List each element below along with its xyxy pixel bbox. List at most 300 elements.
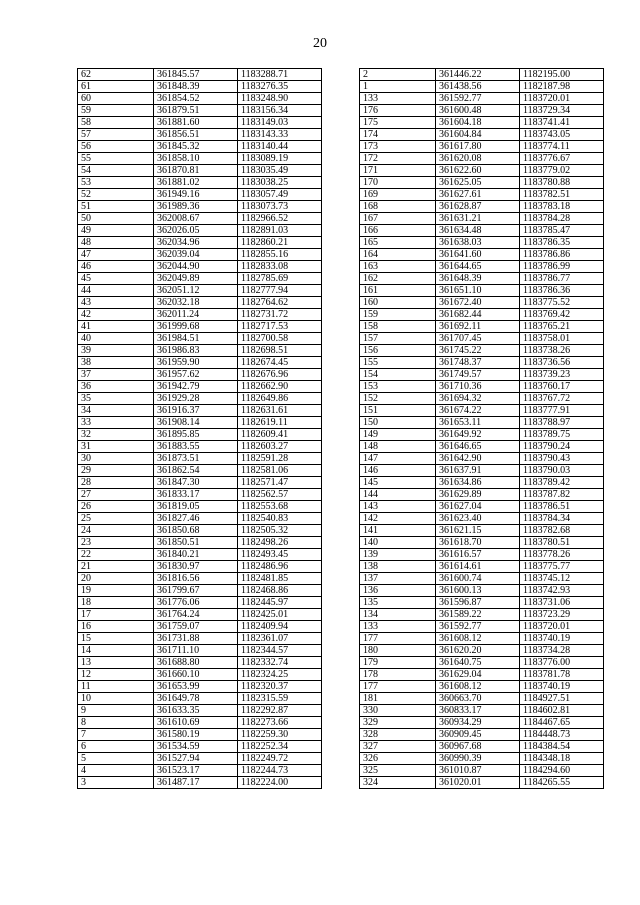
y-coordinate-cell: 1183035.49: [238, 165, 322, 177]
point-number-cell: 161: [360, 285, 436, 297]
y-coordinate-cell: 1183723.29: [520, 609, 604, 621]
y-coordinate-cell: 1182324.25: [238, 669, 322, 681]
x-coordinate-cell: 361858.10: [154, 153, 238, 165]
table-row: [78, 93, 322, 105]
point-number-cell: 16: [78, 621, 154, 633]
point-number-cell: 37: [78, 369, 154, 381]
y-coordinate-cell: 1183720.01: [520, 621, 604, 633]
x-coordinate-cell: 361580.19: [154, 729, 238, 741]
x-coordinate-cell: 361614.61: [436, 561, 520, 573]
y-coordinate-cell: 1184467.65: [520, 717, 604, 729]
x-coordinate-cell: 361600.74: [436, 573, 520, 585]
y-coordinate-cell: 1183765.21: [520, 321, 604, 333]
point-number-cell: 137: [360, 573, 436, 585]
table-row: [360, 549, 604, 561]
y-coordinate-cell: 1183790.03: [520, 465, 604, 477]
point-number-cell: 175: [360, 117, 436, 129]
x-coordinate-cell: 361929.28: [154, 393, 238, 405]
y-coordinate-cell: 1182244.73: [238, 765, 322, 777]
y-coordinate-cell: 1182361.07: [238, 633, 322, 645]
point-number-cell: 149: [360, 429, 436, 441]
table-row: [78, 117, 322, 129]
y-coordinate-cell: 1182344.57: [238, 645, 322, 657]
point-number-cell: 171: [360, 165, 436, 177]
y-coordinate-cell: 1182493.45: [238, 549, 322, 561]
x-coordinate-cell: 361850.51: [154, 537, 238, 549]
y-coordinate-cell: 1183149.03: [238, 117, 322, 129]
point-number-cell: 329: [360, 717, 436, 729]
x-coordinate-cell: 361873.51: [154, 453, 238, 465]
x-coordinate-cell: 361881.02: [154, 177, 238, 189]
x-coordinate-cell: 361989.36: [154, 201, 238, 213]
y-coordinate-cell: 1184348.18: [520, 753, 604, 765]
x-coordinate-cell: 361627.61: [436, 189, 520, 201]
x-coordinate-cell: 361816.56: [154, 573, 238, 585]
x-coordinate-cell: 361631.21: [436, 213, 520, 225]
table-row: [78, 201, 322, 213]
y-coordinate-cell: 1182553.68: [238, 501, 322, 513]
y-coordinate-cell: 1182591.28: [238, 453, 322, 465]
point-number-cell: 12: [78, 669, 154, 681]
x-coordinate-cell: 361620.08: [436, 153, 520, 165]
point-number-cell: 142: [360, 513, 436, 525]
point-number-cell: 164: [360, 249, 436, 261]
y-coordinate-cell: 1182966.52: [238, 213, 322, 225]
y-coordinate-cell: 1182609.41: [238, 429, 322, 441]
table-row: [360, 441, 604, 453]
x-coordinate-cell: 361845.32: [154, 141, 238, 153]
y-coordinate-cell: 1183787.82: [520, 489, 604, 501]
y-coordinate-cell: 1183740.19: [520, 681, 604, 693]
x-coordinate-cell: 361959.90: [154, 357, 238, 369]
x-coordinate-cell: 361600.48: [436, 105, 520, 117]
y-coordinate-cell: 1183782.51: [520, 189, 604, 201]
y-coordinate-cell: 1183790.24: [520, 441, 604, 453]
table-row: [78, 417, 322, 429]
point-number-cell: 144: [360, 489, 436, 501]
table-row: [360, 465, 604, 477]
x-coordinate-cell: 361634.86: [436, 477, 520, 489]
table-row: [78, 429, 322, 441]
y-coordinate-cell: 1183248.90: [238, 93, 322, 105]
y-coordinate-cell: 1182777.94: [238, 285, 322, 297]
x-coordinate-cell: 362026.05: [154, 225, 238, 237]
table-row: [360, 81, 604, 93]
x-coordinate-cell: 361660.10: [154, 669, 238, 681]
point-number-cell: 36: [78, 381, 154, 393]
table-row: [360, 729, 604, 741]
y-coordinate-cell: 1184384.54: [520, 741, 604, 753]
y-coordinate-cell: 1183786.77: [520, 273, 604, 285]
point-number-cell: 148: [360, 441, 436, 453]
table-row: [78, 729, 322, 741]
table-row: [360, 489, 604, 501]
table-row: [78, 189, 322, 201]
x-coordinate-cell: 361627.04: [436, 501, 520, 513]
y-coordinate-cell: 1183789.42: [520, 477, 604, 489]
y-coordinate-cell: 1183758.01: [520, 333, 604, 345]
x-coordinate-cell: 362039.04: [154, 249, 238, 261]
point-number-cell: 51: [78, 201, 154, 213]
x-coordinate-cell: 361620.20: [436, 645, 520, 657]
x-coordinate-cell: 361644.65: [436, 261, 520, 273]
point-number-cell: 46: [78, 261, 154, 273]
point-number-cell: 153: [360, 381, 436, 393]
x-coordinate-cell: 361648.39: [436, 273, 520, 285]
point-number-cell: 5: [78, 753, 154, 765]
point-number-cell: 30: [78, 453, 154, 465]
x-coordinate-cell: 361653.99: [154, 681, 238, 693]
x-coordinate-cell: 361984.51: [154, 333, 238, 345]
point-number-cell: 59: [78, 105, 154, 117]
table-row: [360, 741, 604, 753]
point-number-cell: 145: [360, 477, 436, 489]
point-number-cell: 151: [360, 405, 436, 417]
x-coordinate-cell: 362049.89: [154, 273, 238, 285]
y-coordinate-cell: 1183776.67: [520, 153, 604, 165]
x-coordinate-cell: 361637.91: [436, 465, 520, 477]
point-number-cell: 42: [78, 309, 154, 321]
x-coordinate-cell: 361629.04: [436, 669, 520, 681]
point-number-cell: 34: [78, 405, 154, 417]
x-coordinate-cell: 361688.80: [154, 657, 238, 669]
table-row: [78, 141, 322, 153]
table-row: [360, 585, 604, 597]
table-row: [78, 657, 322, 669]
y-coordinate-cell: 1183784.34: [520, 513, 604, 525]
x-coordinate-cell: 361621.15: [436, 525, 520, 537]
table-row: [360, 273, 604, 285]
y-coordinate-cell: 1183775.52: [520, 297, 604, 309]
x-coordinate-cell: 361957.62: [154, 369, 238, 381]
y-coordinate-cell: 1183140.44: [238, 141, 322, 153]
point-number-cell: 178: [360, 669, 436, 681]
y-coordinate-cell: 1183776.00: [520, 657, 604, 669]
y-coordinate-cell: 1183739.23: [520, 369, 604, 381]
table-row: [78, 357, 322, 369]
table-row: [78, 609, 322, 621]
point-number-cell: 179: [360, 657, 436, 669]
x-coordinate-cell: 362034.96: [154, 237, 238, 249]
x-coordinate-cell: 361649.92: [436, 429, 520, 441]
y-coordinate-cell: 1183790.43: [520, 453, 604, 465]
y-coordinate-cell: 1183743.05: [520, 129, 604, 141]
table-row: [78, 177, 322, 189]
y-coordinate-cell: 1182581.06: [238, 465, 322, 477]
y-coordinate-cell: 1182498.26: [238, 537, 322, 549]
point-number-cell: 174: [360, 129, 436, 141]
x-coordinate-cell: 361604.84: [436, 129, 520, 141]
point-number-cell: 47: [78, 249, 154, 261]
x-coordinate-cell: 361848.39: [154, 81, 238, 93]
y-coordinate-cell: 1183143.33: [238, 129, 322, 141]
x-coordinate-cell: 361711.10: [154, 645, 238, 657]
table-row: [360, 213, 604, 225]
x-coordinate-cell: 360909.45: [436, 729, 520, 741]
point-number-cell: 134: [360, 609, 436, 621]
point-number-cell: 20: [78, 573, 154, 585]
y-coordinate-cell: 1182320.37: [238, 681, 322, 693]
point-number-cell: 44: [78, 285, 154, 297]
point-number-cell: 22: [78, 549, 154, 561]
point-number-cell: 24: [78, 525, 154, 537]
x-coordinate-cell: 361527.94: [154, 753, 238, 765]
point-number-cell: 17: [78, 609, 154, 621]
y-coordinate-cell: 1183057.49: [238, 189, 322, 201]
table-row: [360, 669, 604, 681]
y-coordinate-cell: 1182785.69: [238, 273, 322, 285]
x-coordinate-cell: 361608.12: [436, 681, 520, 693]
point-number-cell: 154: [360, 369, 436, 381]
point-number-cell: 35: [78, 393, 154, 405]
table-row: [360, 309, 604, 321]
table-row: [360, 501, 604, 513]
point-number-cell: 31: [78, 441, 154, 453]
point-number-cell: 328: [360, 729, 436, 741]
table-row: [78, 273, 322, 285]
y-coordinate-cell: 1183767.72: [520, 393, 604, 405]
point-number-cell: 138: [360, 561, 436, 573]
point-number-cell: 152: [360, 393, 436, 405]
point-number-cell: 10: [78, 693, 154, 705]
x-coordinate-cell: 361949.16: [154, 189, 238, 201]
table-row: [78, 249, 322, 261]
table-row: [78, 669, 322, 681]
point-number-cell: 325: [360, 765, 436, 777]
x-coordinate-cell: 361616.57: [436, 549, 520, 561]
y-coordinate-cell: 1182674.45: [238, 357, 322, 369]
y-coordinate-cell: 1182505.32: [238, 525, 322, 537]
x-coordinate-cell: 361850.68: [154, 525, 238, 537]
x-coordinate-cell: 361731.88: [154, 633, 238, 645]
table-row: [360, 285, 604, 297]
table-row: [78, 597, 322, 609]
point-number-cell: 168: [360, 201, 436, 213]
table-row: [78, 345, 322, 357]
x-coordinate-cell: 361592.77: [436, 621, 520, 633]
point-number-cell: 27: [78, 489, 154, 501]
table-row: [78, 285, 322, 297]
point-number-cell: 62: [78, 69, 154, 81]
y-coordinate-cell: 1182187.98: [520, 81, 604, 93]
x-coordinate-cell: 361651.10: [436, 285, 520, 297]
table-row: [360, 129, 604, 141]
point-number-cell: 180: [360, 645, 436, 657]
table-row: [360, 333, 604, 345]
table-row: [78, 441, 322, 453]
point-number-cell: 48: [78, 237, 154, 249]
point-number-cell: 26: [78, 501, 154, 513]
x-coordinate-cell: 361622.60: [436, 165, 520, 177]
point-number-cell: 52: [78, 189, 154, 201]
table-row: [78, 213, 322, 225]
point-number-cell: 58: [78, 117, 154, 129]
y-coordinate-cell: 1182315.59: [238, 693, 322, 705]
table-row: [78, 573, 322, 585]
x-coordinate-cell: 361749.57: [436, 369, 520, 381]
y-coordinate-cell: 1183786.35: [520, 237, 604, 249]
point-number-cell: 19: [78, 585, 154, 597]
x-coordinate-cell: 361625.05: [436, 177, 520, 189]
x-coordinate-cell: 361642.90: [436, 453, 520, 465]
y-coordinate-cell: 1183089.19: [238, 153, 322, 165]
point-number-cell: 136: [360, 585, 436, 597]
table-row: [360, 429, 604, 441]
point-number-cell: 25: [78, 513, 154, 525]
y-coordinate-cell: 1182562.57: [238, 489, 322, 501]
x-coordinate-cell: 361854.52: [154, 93, 238, 105]
y-coordinate-cell: 1182676.96: [238, 369, 322, 381]
y-coordinate-cell: 1183783.18: [520, 201, 604, 213]
x-coordinate-cell: 361883.55: [154, 441, 238, 453]
table-row: [360, 753, 604, 765]
y-coordinate-cell: 1183786.51: [520, 501, 604, 513]
y-coordinate-cell: 1182259.30: [238, 729, 322, 741]
table-row: [78, 333, 322, 345]
point-number-cell: 9: [78, 705, 154, 717]
y-coordinate-cell: 1183288.71: [238, 69, 322, 81]
y-coordinate-cell: 1182224.00: [238, 777, 322, 789]
table-row: [360, 261, 604, 273]
y-coordinate-cell: 1183740.19: [520, 633, 604, 645]
point-number-cell: 156: [360, 345, 436, 357]
point-number-cell: 18: [78, 597, 154, 609]
table-row: [360, 645, 604, 657]
point-number-cell: 40: [78, 333, 154, 345]
y-coordinate-cell: 1183038.25: [238, 177, 322, 189]
y-coordinate-cell: 1184294.60: [520, 765, 604, 777]
table-row: [360, 369, 604, 381]
x-coordinate-cell: 361646.65: [436, 441, 520, 453]
y-coordinate-cell: 1182571.47: [238, 477, 322, 489]
y-coordinate-cell: 1182731.72: [238, 309, 322, 321]
point-number-cell: 169: [360, 189, 436, 201]
x-coordinate-cell: 361986.83: [154, 345, 238, 357]
y-coordinate-cell: 1183781.78: [520, 669, 604, 681]
table-row: [78, 633, 322, 645]
point-number-cell: 326: [360, 753, 436, 765]
table-row: [360, 117, 604, 129]
x-coordinate-cell: 361610.69: [154, 717, 238, 729]
y-coordinate-cell: 1183769.42: [520, 309, 604, 321]
y-coordinate-cell: 1182698.51: [238, 345, 322, 357]
table-row: [360, 177, 604, 189]
table-row: [78, 537, 322, 549]
table-row: [360, 573, 604, 585]
table-row: [78, 753, 322, 765]
x-coordinate-cell: 361608.12: [436, 633, 520, 645]
x-coordinate-cell: 361827.46: [154, 513, 238, 525]
point-number-cell: 32: [78, 429, 154, 441]
table-row: [360, 561, 604, 573]
table-row: [78, 489, 322, 501]
point-number-cell: 173: [360, 141, 436, 153]
x-coordinate-cell: 361819.05: [154, 501, 238, 513]
x-coordinate-cell: 361604.18: [436, 117, 520, 129]
y-coordinate-cell: 1182481.85: [238, 573, 322, 585]
point-number-cell: 49: [78, 225, 154, 237]
x-coordinate-cell: 361523.17: [154, 765, 238, 777]
table-row: [360, 69, 604, 81]
table-row: [78, 105, 322, 117]
y-coordinate-cell: 1183786.36: [520, 285, 604, 297]
x-coordinate-cell: 361764.24: [154, 609, 238, 621]
x-coordinate-cell: 360934.29: [436, 717, 520, 729]
x-coordinate-cell: 361856.51: [154, 129, 238, 141]
table-row: [360, 717, 604, 729]
point-number-cell: 2: [360, 69, 436, 81]
y-coordinate-cell: 1182540.83: [238, 513, 322, 525]
table-row: [360, 633, 604, 645]
y-coordinate-cell: 1182273.66: [238, 717, 322, 729]
table-row: [360, 105, 604, 117]
point-number-cell: 146: [360, 465, 436, 477]
x-coordinate-cell: 361879.51: [154, 105, 238, 117]
table-row: [360, 393, 604, 405]
y-coordinate-cell: 1183780.51: [520, 537, 604, 549]
table-row: [78, 693, 322, 705]
point-number-cell: 177: [360, 681, 436, 693]
table-row: [360, 777, 604, 789]
point-number-cell: 177: [360, 633, 436, 645]
table-row: [360, 453, 604, 465]
y-coordinate-cell: 1182833.08: [238, 261, 322, 273]
table-row: [78, 369, 322, 381]
x-coordinate-cell: 361628.87: [436, 201, 520, 213]
y-coordinate-cell: 1183720.01: [520, 93, 604, 105]
table-row: [78, 765, 322, 777]
table-row: [78, 561, 322, 573]
table-row: [78, 405, 322, 417]
x-coordinate-cell: 361641.60: [436, 249, 520, 261]
y-coordinate-cell: 1183736.56: [520, 357, 604, 369]
x-coordinate-cell: 361847.30: [154, 477, 238, 489]
point-number-cell: 14: [78, 645, 154, 657]
x-coordinate-cell: 361633.35: [154, 705, 238, 717]
y-coordinate-cell: 1183073.73: [238, 201, 322, 213]
point-number-cell: 21: [78, 561, 154, 573]
y-coordinate-cell: 1183777.91: [520, 405, 604, 417]
table-row: [78, 525, 322, 537]
y-coordinate-cell: 1183784.28: [520, 213, 604, 225]
table-row: [360, 357, 604, 369]
table-row: [78, 717, 322, 729]
coordinates-table-left: [77, 68, 322, 789]
point-number-cell: 135: [360, 597, 436, 609]
point-number-cell: 23: [78, 537, 154, 549]
y-coordinate-cell: 1182468.86: [238, 585, 322, 597]
y-coordinate-cell: 1183156.34: [238, 105, 322, 117]
table-row: [360, 525, 604, 537]
point-number-cell: 13: [78, 657, 154, 669]
x-coordinate-cell: 361881.60: [154, 117, 238, 129]
table-row: [360, 201, 604, 213]
x-coordinate-cell: 361596.87: [436, 597, 520, 609]
point-number-cell: 53: [78, 177, 154, 189]
x-coordinate-cell: 361623.40: [436, 513, 520, 525]
y-coordinate-cell: 1183741.41: [520, 117, 604, 129]
y-coordinate-cell: 1184448.73: [520, 729, 604, 741]
x-coordinate-cell: 361707.45: [436, 333, 520, 345]
point-number-cell: 165: [360, 237, 436, 249]
table-row: [78, 309, 322, 321]
table-row: [78, 153, 322, 165]
y-coordinate-cell: 1183780.88: [520, 177, 604, 189]
x-coordinate-cell: 360967.68: [436, 741, 520, 753]
point-number-cell: 4: [78, 765, 154, 777]
table-row: [78, 453, 322, 465]
point-number-cell: 163: [360, 261, 436, 273]
